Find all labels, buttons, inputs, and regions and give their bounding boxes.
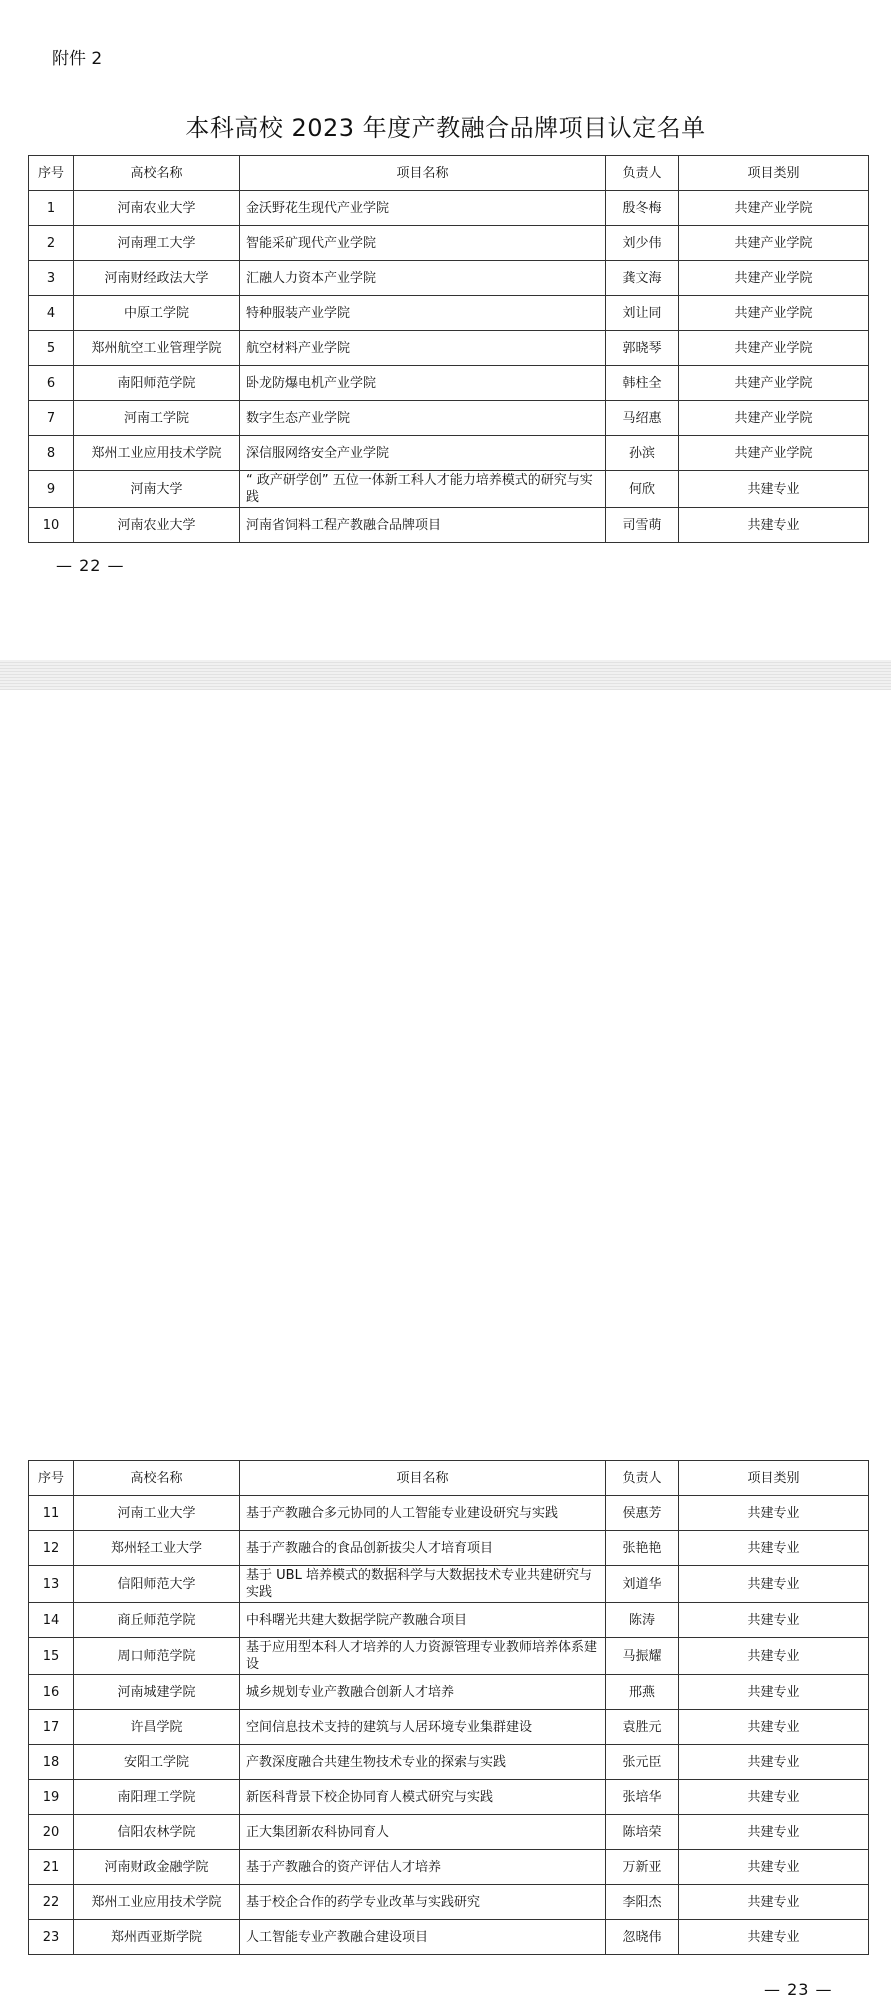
cell-project: 金沃野花生现代产业学院 <box>240 191 606 226</box>
table-row <box>29 191 869 226</box>
header-school: 高校名称 <box>74 156 240 191</box>
cell-project: 基于 UBL 培养模式的数据科学与大数据技术专业共建研究与实践 <box>240 1566 606 1603</box>
table-row <box>29 471 869 508</box>
cell-type: 共建专业 <box>679 471 869 508</box>
table-row <box>29 1496 869 1531</box>
header-type: 项目类别 <box>679 156 869 191</box>
cell-school: 郑州航空工业管理学院 <box>74 331 240 366</box>
cell-project: 智能采矿现代产业学院 <box>240 226 606 261</box>
cell-type: 共建专业 <box>679 1603 869 1638</box>
table-row <box>29 261 869 296</box>
table-row <box>29 1920 869 1955</box>
project-table-page-1 <box>28 155 869 543</box>
cell-project: 汇融人力资本产业学院 <box>240 261 606 296</box>
header-school: 高校名称 <box>74 1461 240 1496</box>
cell-project: 产教深度融合共建生物技术专业的探索与实践 <box>240 1745 606 1780</box>
cell-type: 共建专业 <box>679 1638 869 1675</box>
cell-project: 基于校企合作的药学专业改革与实践研究 <box>240 1885 606 1920</box>
cell-leader: 殷冬梅 <box>606 191 679 226</box>
cell-school: 河南城建学院 <box>74 1675 240 1710</box>
header-leader: 负责人 <box>606 156 679 191</box>
cell-no: 20 <box>29 1815 74 1850</box>
table-row <box>29 226 869 261</box>
cell-type: 共建专业 <box>679 1675 869 1710</box>
cell-school: 河南财经政法大学 <box>74 261 240 296</box>
cell-project: 基于产教融合的食品创新拔尖人才培育项目 <box>240 1531 606 1566</box>
cell-school: 南阳师范学院 <box>74 366 240 401</box>
cell-project: 航空材料产业学院 <box>240 331 606 366</box>
cell-no: 4 <box>29 296 74 331</box>
table-row <box>29 1815 869 1850</box>
cell-leader: 张艳艳 <box>606 1531 679 1566</box>
cell-type: 共建产业学院 <box>679 226 869 261</box>
cell-type: 共建专业 <box>679 1710 869 1745</box>
cell-type: 共建专业 <box>679 1920 869 1955</box>
cell-school: 河南工学院 <box>74 401 240 436</box>
table-row <box>29 1850 869 1885</box>
cell-type: 共建产业学院 <box>679 191 869 226</box>
cell-leader: 何欣 <box>606 471 679 508</box>
cell-leader: 陈培荣 <box>606 1815 679 1850</box>
cell-type: 共建产业学院 <box>679 296 869 331</box>
cell-school: 郑州工业应用技术学院 <box>74 436 240 471</box>
cell-project: 基于产教融合多元协同的人工智能专业建设研究与实践 <box>240 1496 606 1531</box>
cell-no: 18 <box>29 1745 74 1780</box>
header-no: 序号 <box>29 156 74 191</box>
project-table-page-2 <box>28 1460 869 1955</box>
table-row <box>29 1675 869 1710</box>
cell-type: 共建专业 <box>679 1885 869 1920</box>
cell-no: 16 <box>29 1675 74 1710</box>
cell-school: 信阳农林学院 <box>74 1815 240 1850</box>
cell-type: 共建产业学院 <box>679 331 869 366</box>
table-row <box>29 1780 869 1815</box>
cell-leader: 侯惠芳 <box>606 1496 679 1531</box>
cell-type: 共建专业 <box>679 1815 869 1850</box>
cell-type: 共建产业学院 <box>679 436 869 471</box>
page-separator <box>0 660 891 690</box>
cell-no: 12 <box>29 1531 74 1566</box>
cell-school: 郑州轻工业大学 <box>74 1531 240 1566</box>
cell-leader: 陈涛 <box>606 1603 679 1638</box>
cell-school: 中原工学院 <box>74 296 240 331</box>
cell-leader: 孙滨 <box>606 436 679 471</box>
cell-no: 10 <box>29 508 74 543</box>
cell-leader: 刘让同 <box>606 296 679 331</box>
cell-project: 中科曙光共建大数据学院产教融合项目 <box>240 1603 606 1638</box>
table-row <box>29 508 869 543</box>
cell-school: 郑州工业应用技术学院 <box>74 1885 240 1920</box>
cell-no: 2 <box>29 226 74 261</box>
document-page-1 <box>0 0 891 660</box>
cell-school: 郑州西亚斯学院 <box>74 1920 240 1955</box>
cell-no: 14 <box>29 1603 74 1638</box>
header-no: 序号 <box>29 1461 74 1496</box>
cell-project: 特种服装产业学院 <box>240 296 606 331</box>
cell-project: 空间信息技术支持的建筑与人居环境专业集群建设 <box>240 1710 606 1745</box>
cell-no: 11 <box>29 1496 74 1531</box>
cell-leader: 邢燕 <box>606 1675 679 1710</box>
cell-type: 共建专业 <box>679 1496 869 1531</box>
table-row <box>29 1885 869 1920</box>
cell-school: 河南农业大学 <box>74 508 240 543</box>
table-row <box>29 436 869 471</box>
cell-leader: 韩柱全 <box>606 366 679 401</box>
cell-no: 9 <box>29 471 74 508</box>
table-row <box>29 296 869 331</box>
cell-type: 共建专业 <box>679 1745 869 1780</box>
cell-leader: 龚文海 <box>606 261 679 296</box>
cell-leader: 李阳杰 <box>606 1885 679 1920</box>
cell-project: 河南省饲料工程产教融合品牌项目 <box>240 508 606 543</box>
cell-no: 3 <box>29 261 74 296</box>
cell-project: 城乡规划专业产教融合创新人才培养 <box>240 1675 606 1710</box>
cell-leader: 马绍惠 <box>606 401 679 436</box>
table-row <box>29 1638 869 1675</box>
cell-leader: 张培华 <box>606 1780 679 1815</box>
cell-project: 数字生态产业学院 <box>240 401 606 436</box>
cell-leader: 袁胜元 <box>606 1710 679 1745</box>
cell-leader: 司雪萌 <box>606 508 679 543</box>
cell-project: 基于产教融合的资产评估人才培养 <box>240 1850 606 1885</box>
table-row <box>29 1531 869 1566</box>
cell-type: 共建专业 <box>679 508 869 543</box>
page-number: — 23 — <box>764 1980 833 1999</box>
cell-no: 6 <box>29 366 74 401</box>
table-row <box>29 401 869 436</box>
cell-leader: 万新亚 <box>606 1850 679 1885</box>
cell-no: 7 <box>29 401 74 436</box>
cell-no: 19 <box>29 1780 74 1815</box>
table-header-row <box>29 1461 869 1496</box>
table-row <box>29 366 869 401</box>
cell-project: 新医科背景下校企协同育人模式研究与实践 <box>240 1780 606 1815</box>
cell-project: 人工智能专业产教融合建设项目 <box>240 1920 606 1955</box>
page-number: — 22 — <box>56 556 125 575</box>
cell-leader: 郭晓琴 <box>606 331 679 366</box>
document-page-2 <box>0 690 891 1999</box>
cell-type: 共建专业 <box>679 1566 869 1603</box>
cell-no: 17 <box>29 1710 74 1745</box>
table-row <box>29 1710 869 1745</box>
cell-no: 21 <box>29 1850 74 1885</box>
cell-project: 卧龙防爆电机产业学院 <box>240 366 606 401</box>
table-header-row <box>29 156 869 191</box>
cell-school: 河南农业大学 <box>74 191 240 226</box>
cell-no: 15 <box>29 1638 74 1675</box>
cell-no: 8 <box>29 436 74 471</box>
cell-school: 河南财政金融学院 <box>74 1850 240 1885</box>
cell-type: 共建产业学院 <box>679 261 869 296</box>
cell-type: 共建产业学院 <box>679 401 869 436</box>
cell-leader: 刘少伟 <box>606 226 679 261</box>
cell-project: 基于应用型本科人才培养的人力资源管理专业教师培养体系建设 <box>240 1638 606 1675</box>
cell-project: 深信服网络安全产业学院 <box>240 436 606 471</box>
cell-school: 河南工业大学 <box>74 1496 240 1531</box>
cell-leader: 马振耀 <box>606 1638 679 1675</box>
table-row <box>29 1603 869 1638</box>
cell-no: 13 <box>29 1566 74 1603</box>
header-project: 项目名称 <box>240 156 606 191</box>
cell-no: 22 <box>29 1885 74 1920</box>
document-title: 本科高校 2023 年度产教融合品牌项目认定名单 <box>185 114 706 142</box>
cell-type: 共建专业 <box>679 1780 869 1815</box>
cell-school: 周口师范学院 <box>74 1638 240 1675</box>
cell-leader: 刘道华 <box>606 1566 679 1603</box>
table-row <box>29 1566 869 1603</box>
cell-project: “ 政产研学创” 五位一体新工科人才能力培养模式的研究与实践 <box>240 471 606 508</box>
header-type: 项目类别 <box>679 1461 869 1496</box>
cell-type: 共建专业 <box>679 1531 869 1566</box>
cell-school: 河南理工大学 <box>74 226 240 261</box>
cell-school: 信阳师范大学 <box>74 1566 240 1603</box>
cell-project: 正大集团新农科协同育人 <box>240 1815 606 1850</box>
cell-no: 5 <box>29 331 74 366</box>
cell-school: 南阳理工学院 <box>74 1780 240 1815</box>
header-project: 项目名称 <box>240 1461 606 1496</box>
cell-leader: 张元臣 <box>606 1745 679 1780</box>
cell-no: 1 <box>29 191 74 226</box>
table-row <box>29 1745 869 1780</box>
cell-school: 安阳工学院 <box>74 1745 240 1780</box>
cell-no: 23 <box>29 1920 74 1955</box>
cell-leader: 忽晓伟 <box>606 1920 679 1955</box>
attachment-label: 附件 2 <box>52 49 103 69</box>
cell-school: 许昌学院 <box>74 1710 240 1745</box>
table-row <box>29 331 869 366</box>
cell-school: 河南大学 <box>74 471 240 508</box>
header-leader: 负责人 <box>606 1461 679 1496</box>
cell-school: 商丘师范学院 <box>74 1603 240 1638</box>
cell-type: 共建专业 <box>679 1850 869 1885</box>
cell-type: 共建产业学院 <box>679 366 869 401</box>
